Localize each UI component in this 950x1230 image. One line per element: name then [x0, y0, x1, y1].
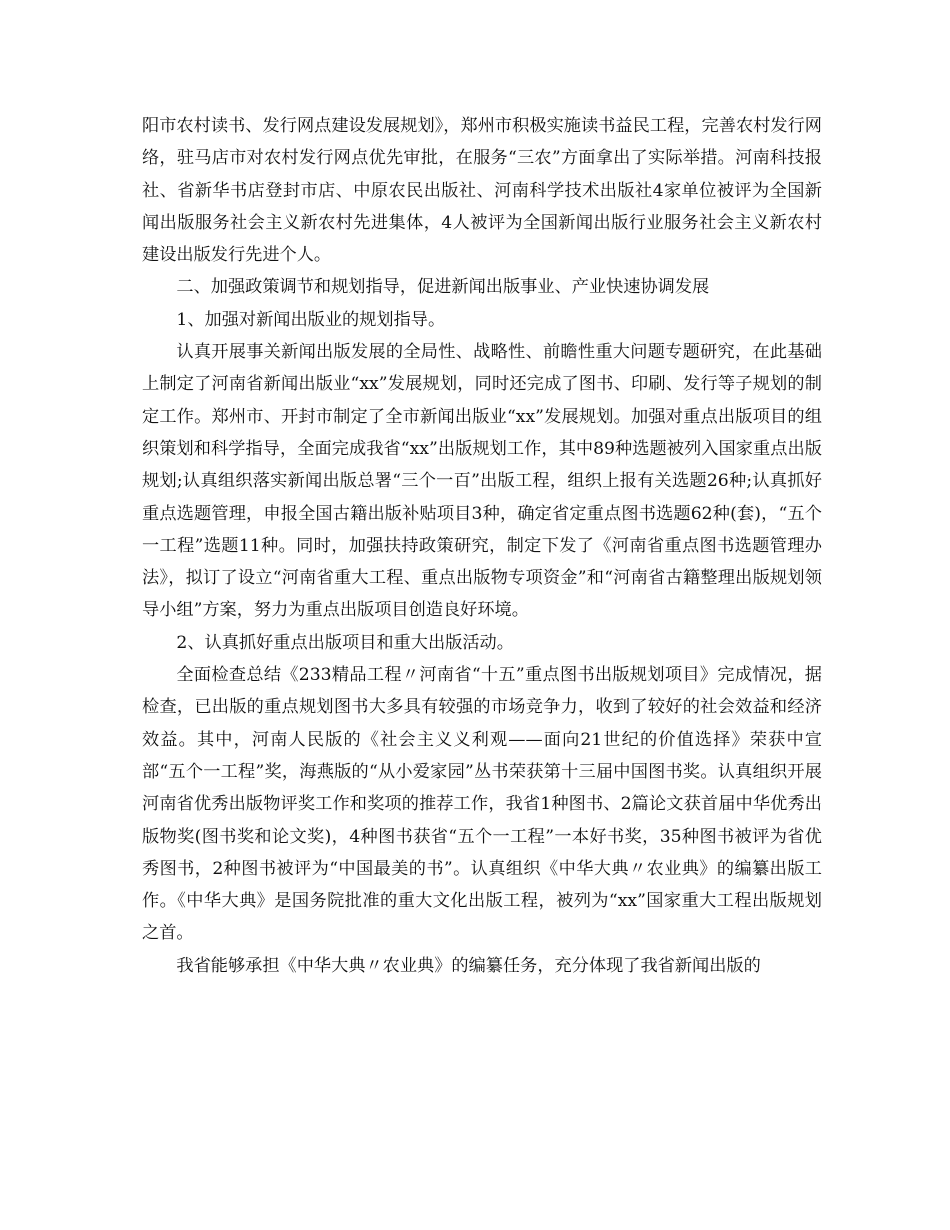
section-heading-policy: 二、加强政策调节和规划指导，促进新闻出版事业、产业快速协调发展: [176, 277, 710, 298]
subheading-key-projects: 2、认真抓好重点出版项目和重大出版活动。: [176, 632, 514, 653]
subheading-planning-guidance: 1、加强对新闻出版业的规划指导。: [176, 309, 446, 330]
paragraph-project-review: 全面检查总结《233精品工程〃河南省“十五”重点图书出版规划项目》完成情况，据检查，已出版的重点规划图书大多具有较强的市场竞争力，收到了较好的社会效益和经济效益。其中，河南人民版的《社会主义义利观——面向21世纪的价值选择》荣获中宣部“五个一工程”奖，海燕版的“从小爱家园”丛书荣获第十三届中国图书奖。认真组织开展河南省优秀出版物评奖工作和奖项的推荐工作，我省1种图书、2篇论文获首届中华优秀出版物奖(图书奖和论文奖)，4种图书获省“五个一工程”一本好书奖，35种图书被评为省优秀图书，2种图书被评为“中国最美的书”。认真组织《中华大典〃农业典》的编纂出版工作。《中华大典》是国务院批准的重大文化出版工程，被列为“xx”国家重大工程出版规划之首。: [142, 665, 822, 944]
paragraph-planning-research: 认真开展事关新闻出版发展的全局性、战略性、前瞻性重大问题专题研究，在此基础上制定了河南省新闻出版业“xx”发展规划，同时还完成了图书、印刷、发行等子规划的制定工作。郑州市、开封市制定了全市新闻出版业“xx”发展规划。加强对重点出版项目的组织策划和科学指导，全面完成我省“xx”出版规划工作，其中89种选题被列入国家重点出版规划;认真组织落实新闻出版总署“三个一百”出版工程，组织上报有关选题26种;认真抓好重点选题管理，申报全国古籍出版补贴项目3种，确定省定重点图书选题62种(套)，“五个一工程”选题11种。同时，加强扶持政策研究，制定下发了《河南省重点图书选题管理办法》，拟订了设立“河南省重大工程、重点出版物专项资金”和“河南省古籍整理出版规划领导小组”方案，努力为重点出版项目创造良好环境。: [142, 342, 822, 621]
paragraph-encyclopedia-task: 我省能够承担《中华大典〃农业典》的编纂任务，充分体现了我省新闻出版的: [176, 955, 761, 976]
paragraph-rural-distribution: 阳市农村读书、发行网点建设发展规划》，郑州市积极实施读书益民工程，完善农村发行网络，驻马店市对农村发行网点优先审批，在服务“三农”方面拿出了实际举措。河南科技报社、省新华书店登封市店、中原农民出版社、河南科学技术出版社4家单位被评为全国新闻出版服务社会主义新农村先进集体，4人被评为全国新闻出版行业服务社会主义新农村建设出版发行先进个人。: [142, 116, 822, 266]
document-body: [142, 110, 822, 982]
